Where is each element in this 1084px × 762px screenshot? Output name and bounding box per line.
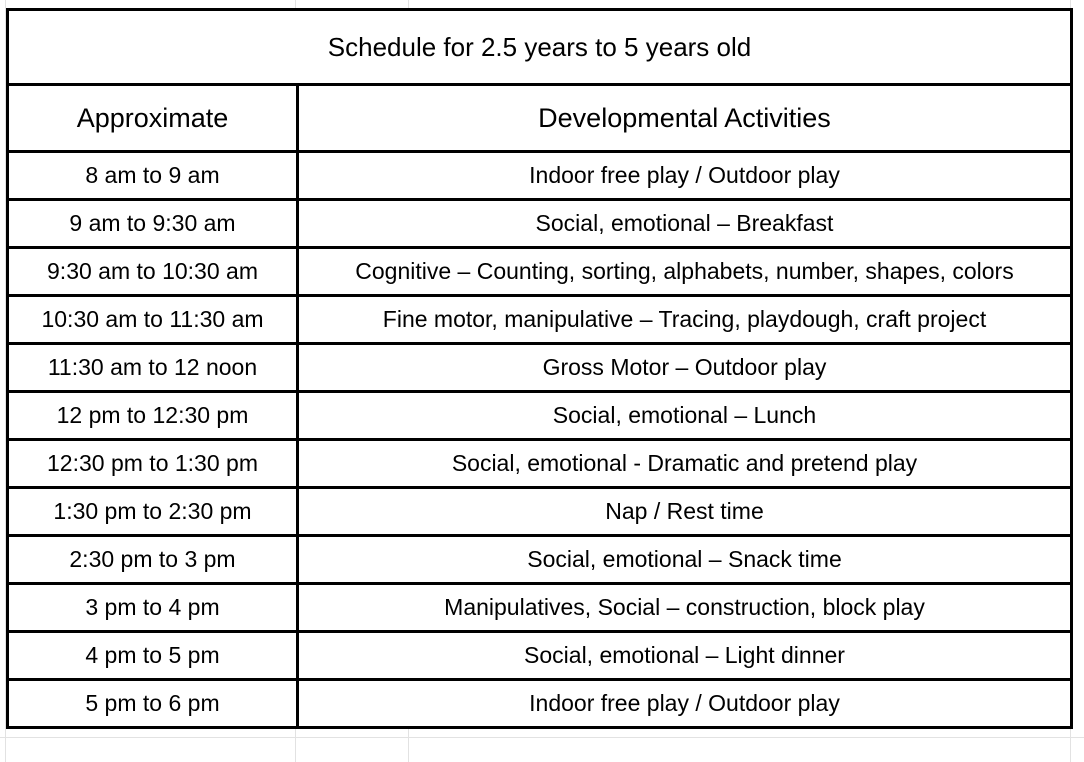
time-cell[interactable]: 12 pm to 12:30 pm: [8, 392, 298, 440]
table-row: [8, 344, 1072, 392]
title-row: [8, 10, 1072, 85]
time-cell[interactable]: 8 am to 9 am: [8, 152, 298, 200]
time-cell[interactable]: 2:30 pm to 3 pm: [8, 536, 298, 584]
time-cell[interactable]: 11:30 am to 12 noon: [8, 344, 298, 392]
time-cell[interactable]: 10:30 am to 11:30 am: [8, 296, 298, 344]
activity-cell[interactable]: Social, emotional – Snack time: [298, 536, 1072, 584]
activity-cell[interactable]: Social, emotional – Breakfast: [298, 200, 1072, 248]
table-row: [8, 440, 1072, 488]
table-row: [8, 536, 1072, 584]
time-cell[interactable]: 9 am to 9:30 am: [8, 200, 298, 248]
table-row: [8, 152, 1072, 200]
header-activity[interactable]: Developmental Activities: [298, 85, 1072, 152]
time-cell[interactable]: 5 pm to 6 pm: [8, 680, 298, 728]
activity-cell[interactable]: Social, emotional – Light dinner: [298, 632, 1072, 680]
activity-cell[interactable]: Manipulatives, Social – construction, block play: [298, 584, 1072, 632]
header-row: [8, 85, 1072, 152]
activity-cell[interactable]: Nap / Rest time: [298, 488, 1072, 536]
time-cell[interactable]: 1:30 pm to 2:30 pm: [8, 488, 298, 536]
header-time[interactable]: Approximate: [8, 85, 298, 152]
table-row: [8, 200, 1072, 248]
time-cell[interactable]: 9:30 am to 10:30 am: [8, 248, 298, 296]
time-cell[interactable]: 4 pm to 5 pm: [8, 632, 298, 680]
table-row: [8, 296, 1072, 344]
grid-row-line: [0, 737, 1084, 738]
time-cell[interactable]: 3 pm to 4 pm: [8, 584, 298, 632]
activity-cell[interactable]: Social, emotional – Lunch: [298, 392, 1072, 440]
table-row: [8, 680, 1072, 728]
activity-cell[interactable]: Indoor free play / Outdoor play: [298, 152, 1072, 200]
activity-cell[interactable]: Gross Motor – Outdoor play: [298, 344, 1072, 392]
activity-cell[interactable]: Fine motor, manipulative – Tracing, playdough, craft project: [298, 296, 1072, 344]
table-row: [8, 392, 1072, 440]
activity-cell[interactable]: Cognitive – Counting, sorting, alphabets, number, shapes, colors: [298, 248, 1072, 296]
table-row: [8, 488, 1072, 536]
time-cell[interactable]: 12:30 pm to 1:30 pm: [8, 440, 298, 488]
table-row: [8, 584, 1072, 632]
schedule-title[interactable]: Schedule for 2.5 years to 5 years old: [8, 10, 1072, 85]
activity-cell[interactable]: Indoor free play / Outdoor play: [298, 680, 1072, 728]
table-row: [8, 248, 1072, 296]
table-row: [8, 632, 1072, 680]
schedule-table: [6, 8, 1073, 729]
activity-cell[interactable]: Social, emotional - Dramatic and pretend play: [298, 440, 1072, 488]
